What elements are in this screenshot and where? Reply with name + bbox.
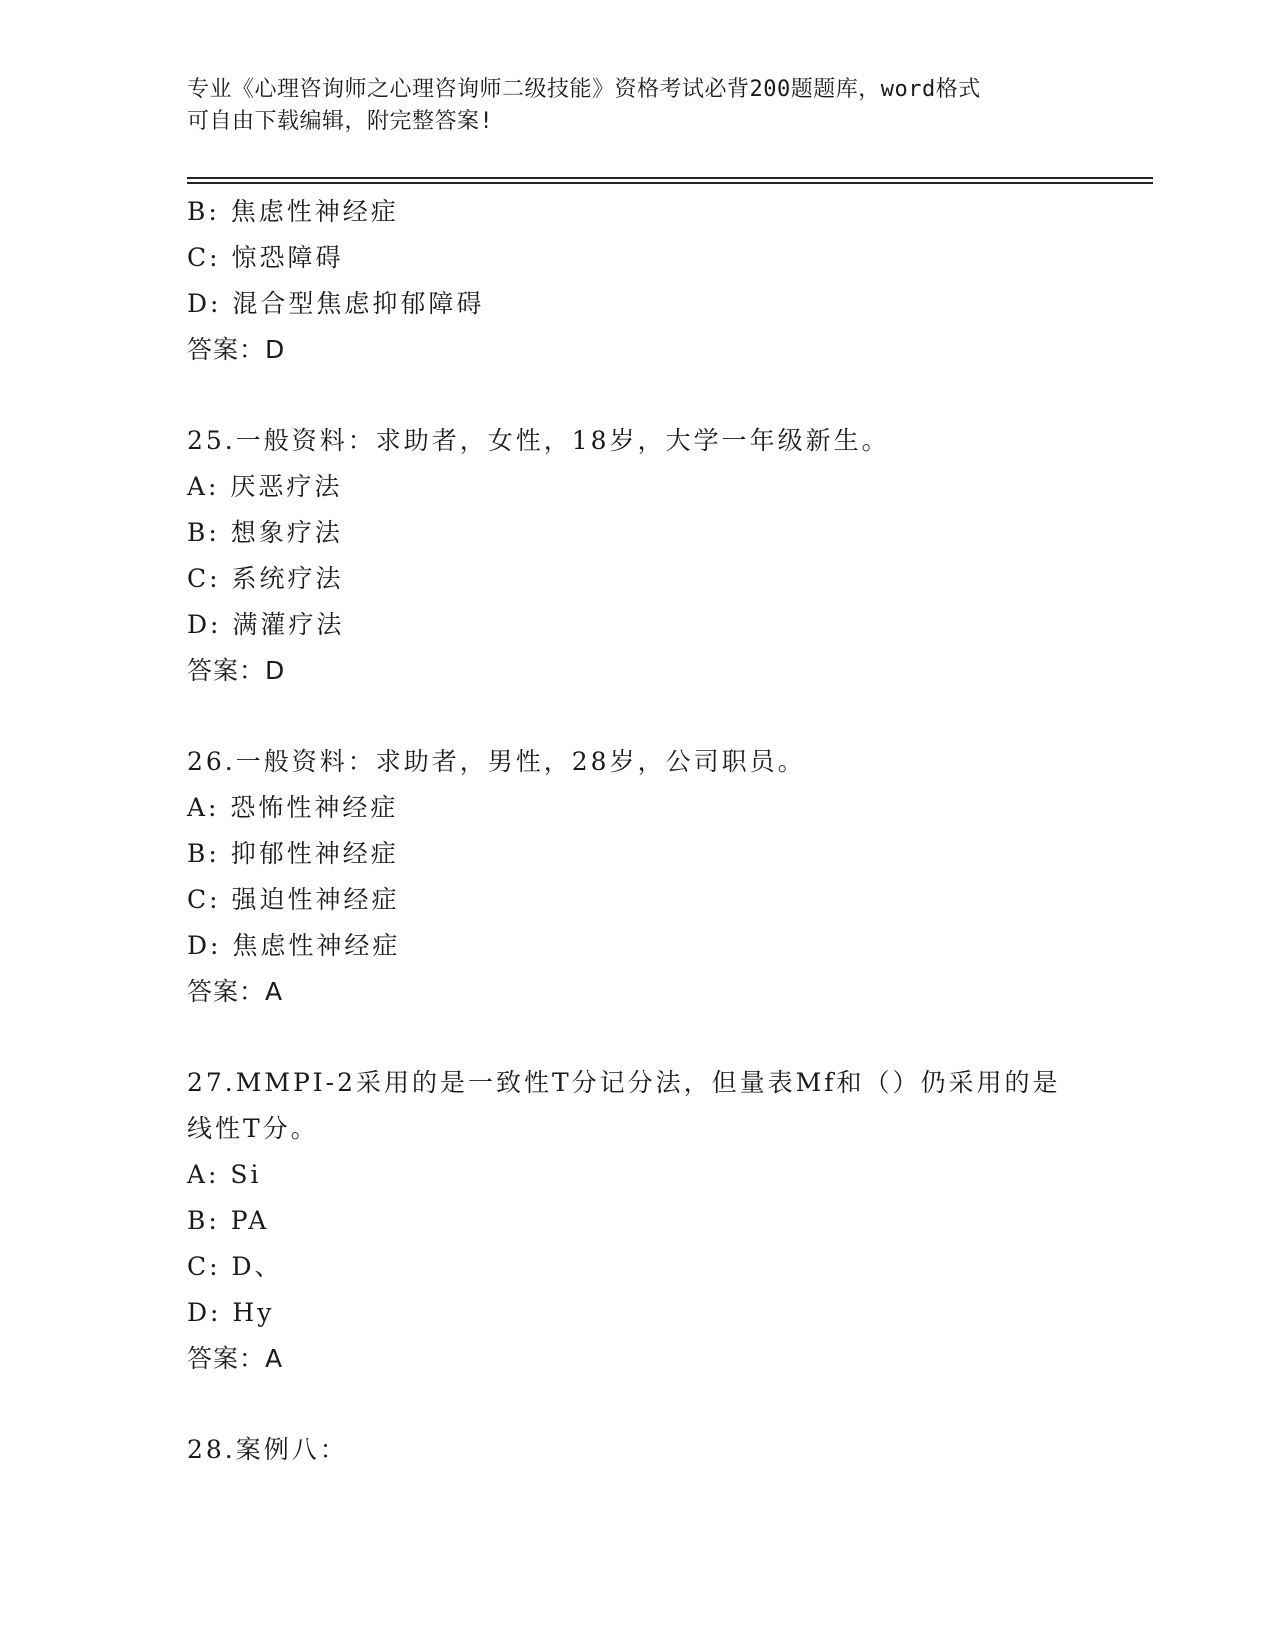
answer-label: 答案：D — [187, 656, 286, 685]
answer-label: 答案：A — [187, 977, 284, 1006]
option-b: B: PA — [187, 1206, 270, 1235]
option-a: A: 厌恶疗法 — [187, 472, 343, 501]
answer-label: 答案：D — [187, 335, 286, 364]
header-divider-top — [187, 177, 1153, 179]
spacer — [187, 694, 1087, 739]
option-d: D: 满灌疗法 — [187, 610, 345, 639]
option-b: B: 想象疗法 — [187, 518, 343, 547]
option-b: B: 焦虑性神经症 — [187, 197, 399, 226]
question-title: 28.案例八： — [187, 1435, 348, 1464]
header-divider-bottom — [187, 182, 1153, 184]
question-title: 25.一般资料：求助者，女性，18岁，大学一年级新生。 — [187, 426, 890, 455]
spacer — [187, 373, 1087, 418]
option-d: D: Hy — [187, 1298, 275, 1327]
option-a: A: Si — [187, 1160, 262, 1189]
header-line-2: 可自由下载编辑，附完整答案! — [187, 109, 494, 134]
question-block-28 — [187, 1427, 1087, 1473]
option-d: D: 焦虑性神经症 — [187, 931, 401, 960]
option-d: D: 混合型焦虑抑郁障碍 — [187, 289, 485, 318]
spacer — [187, 1382, 1087, 1427]
document-header — [187, 74, 1067, 138]
question-title-line-2: 线性T分。 — [187, 1114, 319, 1143]
header-line-1: 专业《心理咨询师之心理咨询师二级技能》资格考试必背200题题库，word格式 — [187, 77, 981, 102]
question-block-26 — [187, 739, 1087, 1015]
option-c: C: D、 — [187, 1252, 283, 1281]
question-block-27 — [187, 1060, 1087, 1382]
question-block-24 — [187, 189, 1087, 373]
question-block-25 — [187, 418, 1087, 694]
answer-label: 答案：A — [187, 1344, 284, 1373]
option-c: C: 系统疗法 — [187, 564, 344, 593]
question-title: 26.一般资料：求助者，男性，28岁，公司职员。 — [187, 747, 806, 776]
option-c: C: 惊恐障碍 — [187, 243, 344, 272]
option-c: C: 强迫性神经症 — [187, 885, 400, 914]
option-a: A: 恐怖性神经症 — [187, 793, 399, 822]
option-b: B: 抑郁性神经症 — [187, 839, 399, 868]
question-list — [187, 189, 1087, 1473]
spacer — [187, 1015, 1087, 1060]
question-title-line-1: 27.MMPI-2采用的是一致性T分记分法，但量表Mf和（）仍采用的是 — [187, 1068, 1061, 1097]
